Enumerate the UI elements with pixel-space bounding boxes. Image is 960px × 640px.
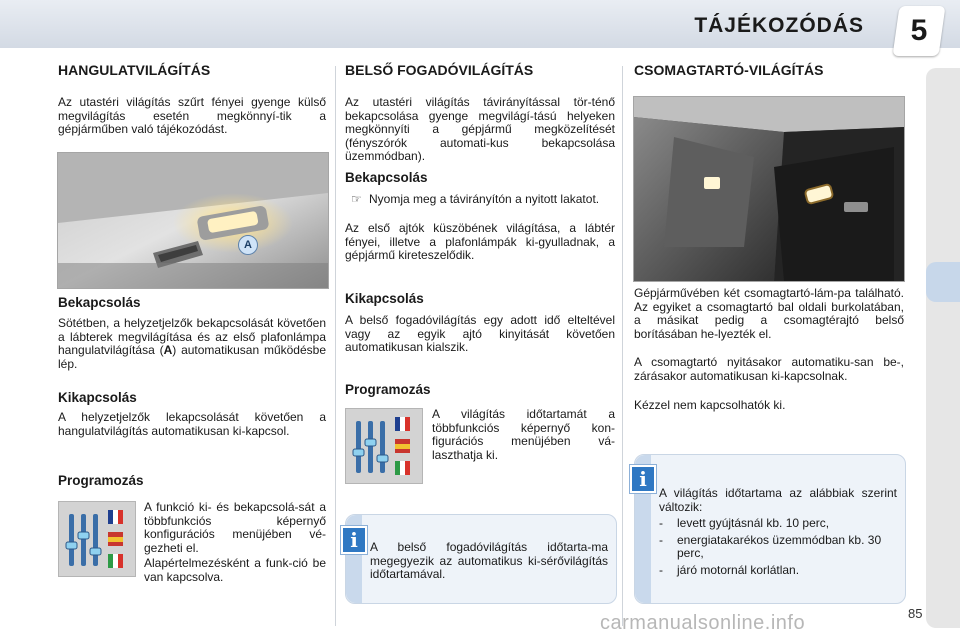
- welcome-info-box: [345, 514, 617, 604]
- pointing-hand-icon: ☞: [351, 192, 362, 206]
- welcome-on-text: Az első ajtók küszöbének világítása, a lábtér fényei, illetve a plafonlámpák ki-gyulladnak, a gépjármű kireteszelődik.: [345, 221, 615, 262]
- welcome-info-text: A belső fogadóvilágítás időtarta-ma megegyezik az automatikus ki-sérővilágítás időtartamával.: [370, 540, 608, 581]
- boot-info-intro: A világítás időtartama az alábbiak szerint változik:: [659, 486, 897, 514]
- page-number: 85: [908, 606, 923, 621]
- boot-auto-text: A csomagtartó nyitásakor automatiku-san be-, zárásakor automatikusan ki-kapcsolnak.: [634, 355, 904, 383]
- section-heading-ambient: HANGULATVILÁGÍTÁS: [58, 62, 211, 78]
- section-heading-welcome: BELSŐ FOGADÓVILÁGÍTÁS: [345, 62, 534, 78]
- side-tab-strip: [926, 68, 960, 628]
- column-divider: [622, 66, 623, 626]
- ambient-on-text-part: Sötétben, a helyzetjelzők bekapcsolását követően a lábterek megvilágítása és az első plafonlámpa hangulatvilágítása (: [58, 316, 326, 357]
- ambient-on-text: [58, 317, 326, 371]
- section-heading-boot: CSOMAGTARTÓ-VILÁGÍTÁS: [634, 62, 824, 78]
- column-divider: [335, 66, 336, 626]
- chapter-number: 5: [910, 14, 928, 47]
- welcome-prog-title: Programozás: [345, 382, 431, 397]
- ambient-prog-default: Alapértelmezésként a funk-ció be van kapcsolva.: [144, 556, 326, 584]
- config-menu-icon: [345, 408, 423, 484]
- ambient-on-text-part: ) automatikusan működésbe lép.: [58, 343, 326, 371]
- info-icon: i: [630, 465, 656, 493]
- ambient-prog-title: Programozás: [58, 473, 144, 488]
- welcome-off-title: Kikapcsolás: [345, 291, 424, 306]
- marker-a-label: A: [238, 235, 258, 255]
- boot-lamp-text: Gépjárművében két csomagtartó-lám-pa található. Az egyiket a csomagtartó bal oldali burkolatában, a másikat pedig a csomagtérajtó belső borításában he-lyezték el.: [634, 286, 904, 341]
- ambient-prog-text: A funkció ki- és bekapcsolá-sát a többfunkciós képernyő konfigurációs menüjében vé-gezheti el.: [144, 500, 326, 555]
- ambient-on-title: Bekapcsolás: [58, 295, 141, 310]
- welcome-off-text: A belső fogadóvilágítás egy adott idő elteltével vagy az egyik ajtó kinyitását követően automatikusan kialszik.: [345, 313, 615, 354]
- welcome-on-bullet: [345, 193, 615, 207]
- ceiling-lamp-illustration: [58, 153, 328, 288]
- ambient-off-title: Kikapcsolás: [58, 390, 137, 405]
- welcome-prog-text: A világítás időtartamát a többfunkciós képernyő kon-figurációs menüjében vá-laszthatja ki.: [432, 407, 615, 462]
- boot-lamp-photo: [633, 96, 905, 282]
- page-title: TÁJÉKOZÓDÁS: [694, 14, 864, 37]
- duration-list: [659, 517, 897, 577]
- welcome-on-bullet-text: Nyomja meg a távirányítón a nyitott lakatot.: [369, 192, 600, 206]
- duration-list-item: - levett gyújtásnál kb. 10 perc,: [659, 517, 897, 531]
- boot-manual-text: Kézzel nem kapcsolhatók ki.: [634, 398, 786, 412]
- side-tab-active: [926, 262, 960, 302]
- ambient-intro-text: Az utastéri világítás szűrt fényei gyenge külső megvilágítás esetén megkönnyí-tik a gépjárműben való tájékozódást.: [58, 95, 326, 136]
- config-menu-icon: [58, 501, 136, 577]
- boot-info-box: [634, 454, 906, 604]
- welcome-on-title: Bekapcsolás: [345, 170, 428, 185]
- duration-list-item: - energiatakarékos üzemmódban kb. 30 perc,: [659, 534, 897, 561]
- ambient-on-text-marker: A: [163, 343, 173, 357]
- watermark: carmanualsonline.info: [600, 612, 806, 634]
- duration-list-item: - járó motornál korlátlan.: [659, 564, 897, 578]
- boot-info-list: [659, 517, 897, 580]
- welcome-intro-text: Az utastéri világítás távirányítással tör-ténő bekapcsolása gyenge megvilágí-tású helyeken megkönnyíti a gépjármű megközelítését (fényszórók automati-kus bekapcsolása üzemmódban).: [345, 95, 615, 163]
- boot-interior-illustration: [634, 97, 904, 281]
- ambient-off-text: A helyzetjelzők lekapcsolását követően a hangulatvilágítás automatikusan ki-kapcsol.: [58, 410, 326, 438]
- chapter-badge: [892, 6, 945, 56]
- info-icon: i: [341, 526, 367, 554]
- ceiling-lamp-photo: [57, 152, 329, 289]
